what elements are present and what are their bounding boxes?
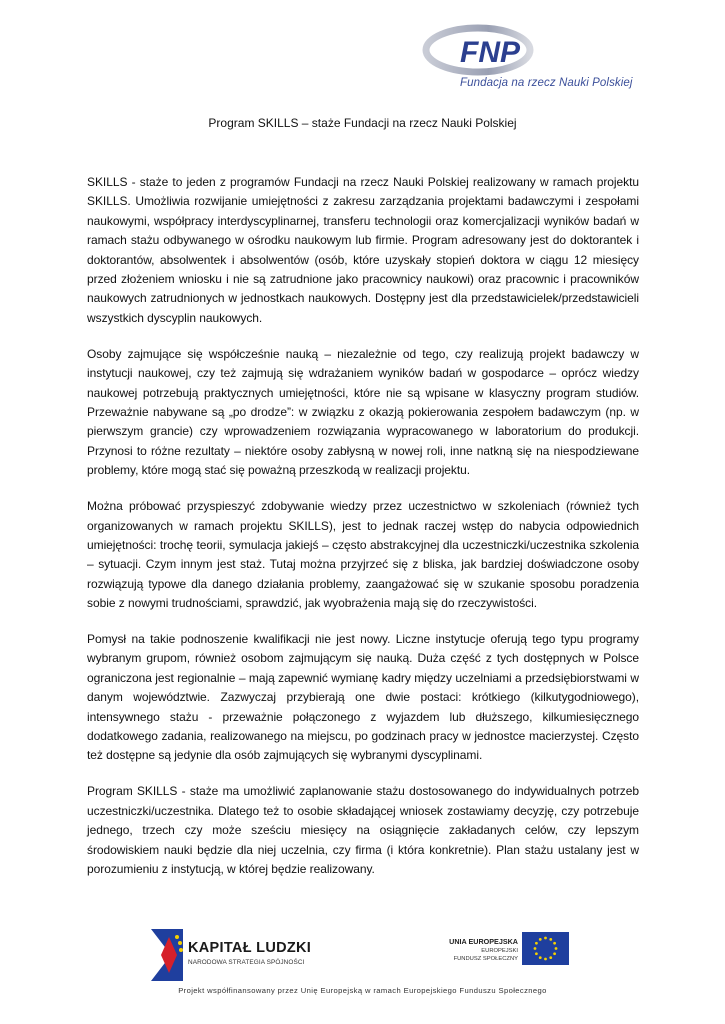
paragraph: Można próbować przyspieszyć zdobywanie wiedzy przez uczestnictwo w szkoleniach (również tych organizowanych w ramach projektu SKILLS), jest to jednak raczej wstęp do nabycia odpowiednich umiejętności: trochę teorii, symulacja jakiejś – często abstrakcyjnej dla uczestniczki/uczestnika szkolenia – sytuacji. Czym innym jest staż. Tutaj można przyjrzeć się z bliska, jak bardziej doświadczone osoby rozwiązują typowe dla danego działania problemy, zaangażować się w szukanie sposobu poradzenia sobie z nowymi trudnościami, sprawdzić, jak wyobrażenia mają się do rzeczywistości.	[87, 499, 639, 611]
paragraph: Program SKILLS - staże ma umożliwić zaplanowanie stażu dostosowanego do indywidualnych potrzeb uczestniczki/uczestnika. Dlatego też to osobie składającej wniosek zostawiamy decyzję, czy potrzebuje jednego, trzech czy może sześciu miesięcy na osiągnięcie zakładanych celów, czy lepszym środowiskiem nauki będzie dla niej uczelnia, czy firma (i która konkretnie). Plan stażu ustalany jest w porozumieniu z instytucją, w której będzie realizowany.	[87, 784, 639, 876]
paragraph: Pomysł na takie podnoszenie kwalifikacji nie jest nowy. Liczne instytucje oferują tego typu programy wybranym grupom, również osobom zajmującym się nauką. Duża część z tych dostępnych w Polsce ograniczona jest regionalnie – mają zapewnić wymianę kadry między uczelniami a przedsiębiorstwami w danym województwie. Zazwyczaj przybierają one dwie postaci: krótkiego (kilkutygodniowego), intensywnego stażu - przeważnie połączonego z wyjazdem lub dłuższego, kilkumiesięcznego dodatkowego zadania, realizowanego na miejscu, po godzinach pracy w jednostce macierzystej. Często też dostępne są jedynie dla osób zajmujących się wybranymi dyscyplinami.	[87, 632, 639, 763]
eu-flag-icon	[522, 932, 569, 965]
kapital-ludzki-subtitle: NARODOWA STRATEGIA SPÓJNOŚCI	[188, 959, 305, 966]
document-body	[87, 173, 639, 896]
paragraph: SKILLS - staże to jeden z programów Fundacji na rzecz Nauki Polskiej realizowany w ramach projektu SKILLS. Umożliwia rozwijanie umiejętności z zakresu zarządzania projektami badawczymi i zespołami naukowymi, współpracy interdyscyplinarnej, transferu technologii oraz komercjalizacji wyników badań w ramach stażu odbywanego w ośrodku naukowym lub firmie. Program adresowany jest do doktorantek i doktorantów, absolwentek i absolwentów (osób, które uzyskały stopień doktora w ciągu 12 miesięcy przed złożeniem wniosku i nie są zatrudnione jako pracownicy naukowi) oraz pracownic i pracowników naukowych zatrudnionych w jednostkach naukowych. Dostępny jest dla przedstawicielek/przedstawicieli wszystkich dyscyplin naukowych.	[87, 175, 639, 325]
eu-label-line2: EUROPEJSKI	[481, 948, 518, 954]
eu-label-line1: UNIA EUROPEJSKA	[449, 937, 518, 946]
footer-cofinancing-note: Projekt współfinansowany przez Unię Europejską w ramach Europejskiego Funduszu Społecznego	[178, 986, 547, 995]
eu-label	[443, 937, 518, 963]
eu-label-line3: FUNDUSZ SPOŁECZNY	[453, 956, 518, 962]
document-title: Program SKILLS – staże Fundacji na rzecz Nauki Polskiej	[208, 116, 517, 130]
fnp-logo-text: FNP	[460, 36, 520, 69]
fnp-tagline: Fundacja na rzecz Nauki Polskiej	[460, 77, 633, 89]
kapital-ludzki-title: KAPITAŁ LUDZKI	[188, 940, 312, 956]
paragraph: Osoby zajmujące się współcześnie nauką – niezależnie od tego, czy realizują projekt badawczy w instytucji naukowej, czy też zajmują się wdrażaniem wyników badań w gospodarce – oprócz wiedzy naukowej potrzebują praktycznych umiejętności, które nie są wpisane w klasyczny program studiów. Przeważnie nabywane są „po drodze”: w związku z okazją pokierowania zespołem badawczym (np. w pierwszym grancie) czy wprowadzeniem rozwiązania wypracowanego w laboratorium do produkcji. Przynosi to różne rezultaty – niektóre osoby zabłysną w nowej roli, inne natkną się na niespodziewane problemy, które mogą stać się poważną przeszkodą w realizacji projektu.	[87, 346, 639, 478]
kapital-ludzki-logo-icon	[147, 927, 187, 983]
